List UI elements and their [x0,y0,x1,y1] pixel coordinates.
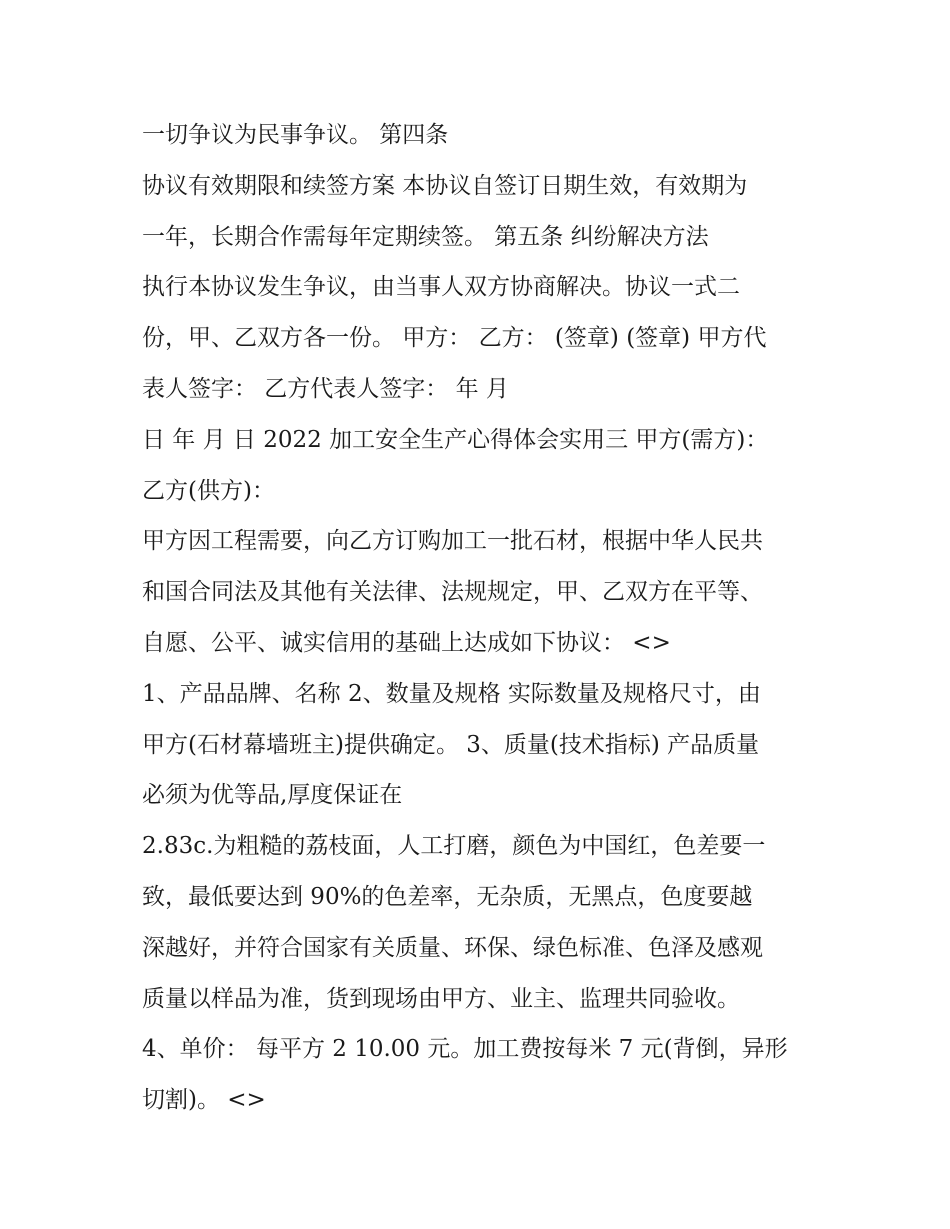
text-line: 切割)。 <> [142,1087,266,1114]
text-line: 日 年 月 日 2022 加工安全生产心得体会实用三 甲方(需方)： [142,426,769,453]
text-line: 乙方(供方)： [142,477,275,504]
text-line: 甲方因工程需要，向乙方订购加工一批石材，根据中华人民共 [142,528,763,555]
text-line: 4、单价： 每平方 2 10.00 元。加工费按每米 7 元(背倒，异形 [142,1036,788,1063]
document-body [142,110,842,1126]
text-line: 表人签字： 乙方代表人签字： 年 月 [142,375,509,402]
text-line: 致，最低要达到 90%的色差率，无杂质，无黑点，色度要越 [142,883,753,910]
text-line: 协议有效期限和续签方案 本协议自签订日期生效，有效期为 [142,172,748,199]
text-line: 自愿、公平、诚实信用的基础上达成如下协议： <> [142,629,671,656]
text-line: 深越好，并符合国家有关质量、环保、绿色标准、色泽及感观 [142,934,763,961]
text-line: 执行本协议发生争议，由当事人双方协商解决。协议一式二 [142,274,740,301]
text-line: 1、产品品牌、名称 2、数量及规格 实际数量及规格尺寸，由 [142,680,761,707]
text-line: 必须为优等品,厚度保证在 [142,782,403,809]
text-line: 甲方(石材幕墙班主)提供确定。 3、质量(技术指标) 产品质量 [142,731,760,758]
text-line: 一切争议为民事争议。 第四条 [142,122,449,148]
text-line: 质量以样品为准，货到现场由甲方、业主、监理共同验收。 [142,985,740,1012]
text-line: 份，甲、乙双方各一份。 甲方： 乙方： (签章) (签章) 甲方代 [142,325,767,352]
text-line: 和国合同法及其他有关法律、法规规定，甲、乙双方在平等、 [142,579,763,606]
text-line: 2.83c.为粗糙的荔枝面，人工打磨，颜色为中国红，色差要一 [142,833,766,860]
text-line: 一年，长期合作需每年定期续签。 第五条 纠纷解决方法 [142,223,709,250]
